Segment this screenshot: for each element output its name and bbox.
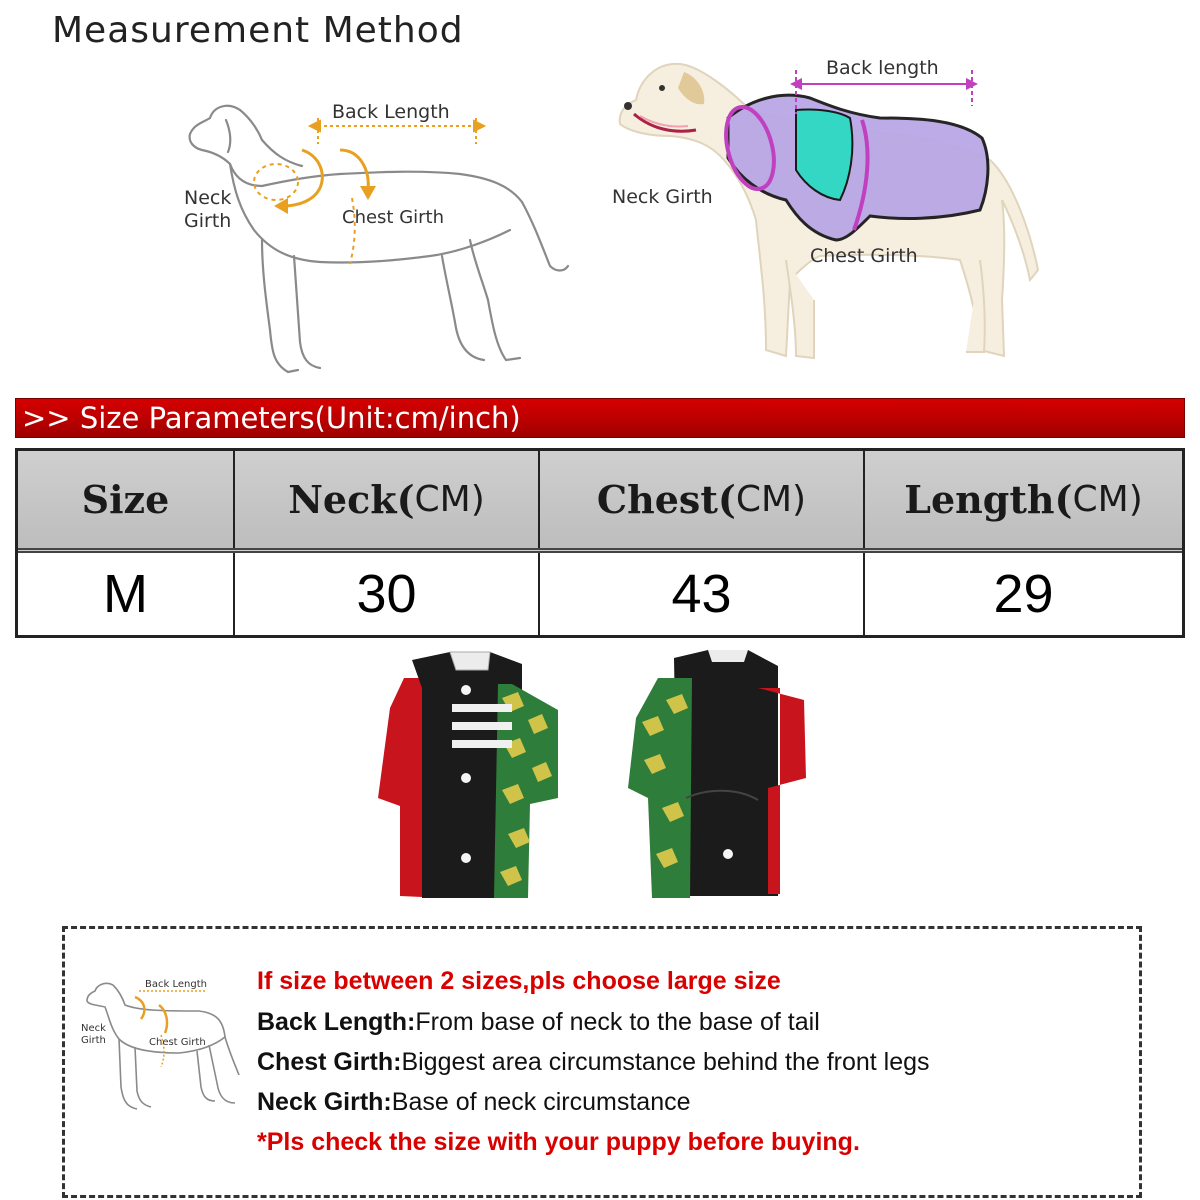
mini-back-length-label: Back Length: [145, 979, 207, 990]
table-row: [18, 553, 1182, 635]
dog-vest-diagram: [600, 50, 1040, 380]
size-guide-box: [62, 926, 1142, 1198]
note-check-size: *Pls check the size with your puppy before buying.: [257, 1128, 860, 1156]
neck-girth-definition: Neck Girth:Base of neck circumstance: [257, 1088, 691, 1116]
mini-chest-girth-label: Chest Girth: [149, 1037, 206, 1048]
header-length: Length( CM): [904, 477, 1143, 522]
chest-girth-definition: Chest Girth:Biggest area circumstance behind the front legs: [257, 1048, 930, 1076]
cell-neck: 30: [235, 553, 540, 635]
dog-outline-diagram: [170, 90, 570, 390]
garment-back-image: [618, 648, 818, 900]
size-table-header: [18, 451, 1182, 553]
banner-text: >> Size Parameters(Unit:cm/inch): [22, 401, 521, 435]
header-neck: Neck( CM): [235, 451, 540, 548]
right-back-length-label: Back length: [826, 57, 939, 79]
cell-chest: 43: [540, 553, 865, 635]
mini-dog-diagram: [79, 975, 249, 1115]
mini-neck-label-line1: Neck: [81, 1023, 106, 1034]
size-table: [15, 448, 1185, 638]
left-back-length-label: Back Length: [332, 101, 450, 123]
left-chest-girth-label: Chest Girth: [342, 207, 445, 228]
mini-neck-label-line2: Girth: [81, 1035, 106, 1046]
back-length-definition: Back Length:From base of neck to the base of tail: [257, 1008, 820, 1036]
left-neck-label-line1: Neck: [184, 187, 232, 209]
header-size: Size: [18, 451, 235, 548]
cell-length: 29: [993, 564, 1054, 624]
header-chest: Chest( CM): [540, 451, 865, 548]
right-chest-girth-label: Chest Girth: [810, 245, 918, 267]
measurement-method-title: Measurement Method: [52, 10, 464, 51]
size-parameters-banner: [15, 398, 1185, 438]
note-choose-large-size: If size between 2 sizes,pls choose large size: [257, 967, 781, 995]
garment-front-image: [372, 648, 572, 900]
cell-size: M: [18, 553, 235, 635]
left-neck-label-line2: Girth: [184, 210, 232, 232]
right-neck-girth-label: Neck Girth: [612, 186, 713, 208]
